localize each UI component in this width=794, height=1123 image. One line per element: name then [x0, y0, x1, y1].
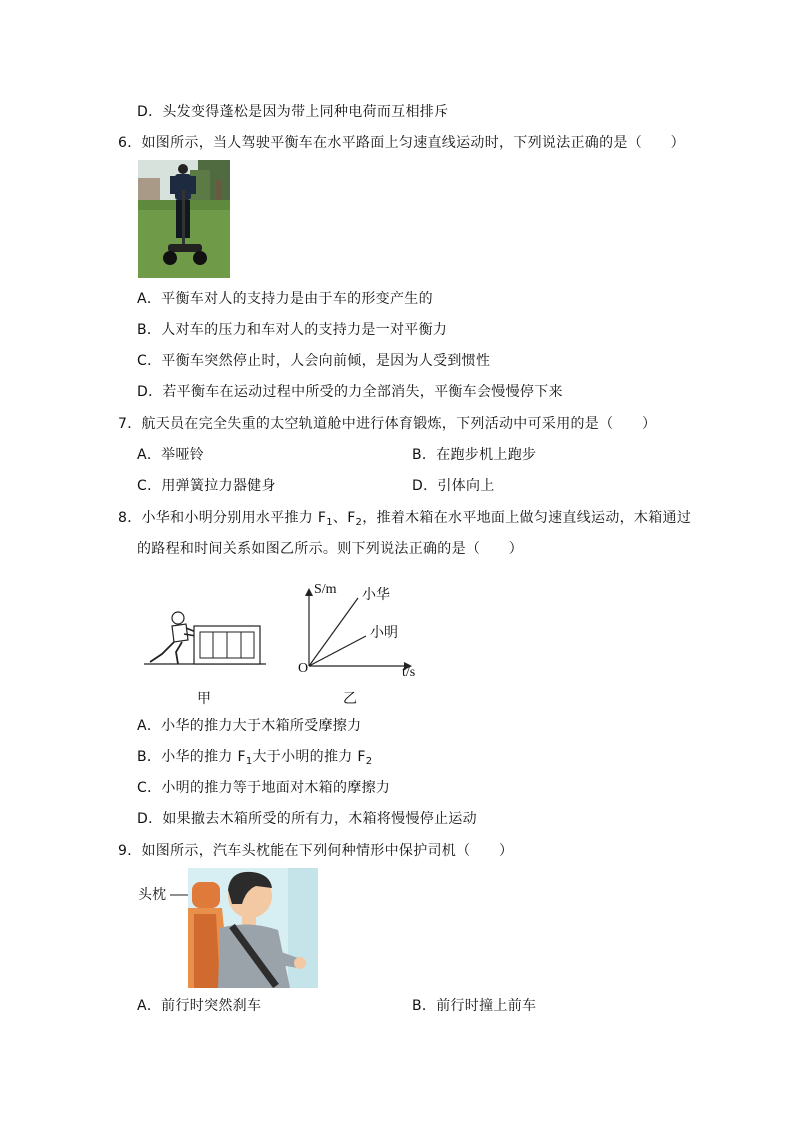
q6-stem: 6．如图所示，当人驾驶平衡车在水平路面上匀速直线运动时，下列说法正确的是（ ）	[118, 135, 685, 151]
headrest-label: 头枕	[138, 887, 166, 903]
q6-option-b: B．人对车的压力和车对人的支持力是一对平衡力	[137, 322, 448, 338]
y-axis-label: S/m	[314, 582, 337, 597]
q8-stem-line1: 8．小华和小明分别用水平推力 $F_1$、$F_2$，推着木箱在水平地面上做匀速直线运动，木箱通过	[118, 510, 692, 528]
segway-photo	[138, 160, 230, 278]
origin-label: O	[298, 661, 309, 676]
driver-illustration	[170, 868, 318, 988]
q8-option-b: B．小华的推力 $F_1$大于小明的推力 $F_2$	[137, 749, 373, 767]
q8-option-a: A．小华的推力大于木箱所受摩擦力	[137, 718, 362, 734]
xiaohua-label: 小华	[362, 587, 390, 603]
q9-option-b: B．前行时撞上前车	[412, 998, 537, 1014]
pushing-box-figure	[142, 610, 268, 670]
xiaoming-label: 小明	[370, 625, 398, 641]
q7-option-a: A．举哑铃	[137, 447, 205, 463]
figure-jia-label: 甲	[197, 691, 211, 707]
q6-option-a: A．平衡车对人的支持力是由于车的形变产生的	[137, 291, 433, 307]
q5-option-d: D．头发变得蓬松是因为带上同种电荷而互相排斥	[137, 104, 449, 120]
q7-option-b: B．在跑步机上跑步	[412, 447, 537, 463]
x-axis-label: t/s	[402, 665, 416, 680]
q8-stem-line2: 的路程和时间关系如图乙所示。则下列说法正确的是（ ）	[137, 541, 524, 557]
q8-option-d: D．如果撤去木箱所受的所有力，木箱将慢慢停止运动	[137, 811, 477, 827]
headrest	[192, 882, 220, 908]
q8-option-c: C．小明的推力等于地面对木箱的摩擦力	[137, 780, 391, 796]
q6-option-c: C．平衡车突然停止时，人会向前倾，是因为人受到惯性	[137, 353, 491, 369]
q7-option-c: C．用弹簧拉力器健身	[137, 478, 276, 494]
q6-option-d: D．若平衡车在运动过程中所受的力全部消失，平衡车会慢慢停下来	[137, 384, 563, 400]
q9-option-a: A．前行时突然刹车	[137, 998, 262, 1014]
figure-yi-label: 乙	[343, 691, 357, 707]
q9-stem: 9．如图所示，汽车头枕能在下列何种情形中保护司机（ ）	[118, 843, 514, 859]
q7-option-d: D．引体向上	[412, 478, 495, 494]
q7-stem: 7．航天员在完全失重的太空轨道舱中进行体育锻炼，下列活动中可采用的是（ ）	[118, 416, 657, 432]
xiaoming-line	[309, 636, 366, 666]
xiaohua-line	[309, 598, 358, 666]
